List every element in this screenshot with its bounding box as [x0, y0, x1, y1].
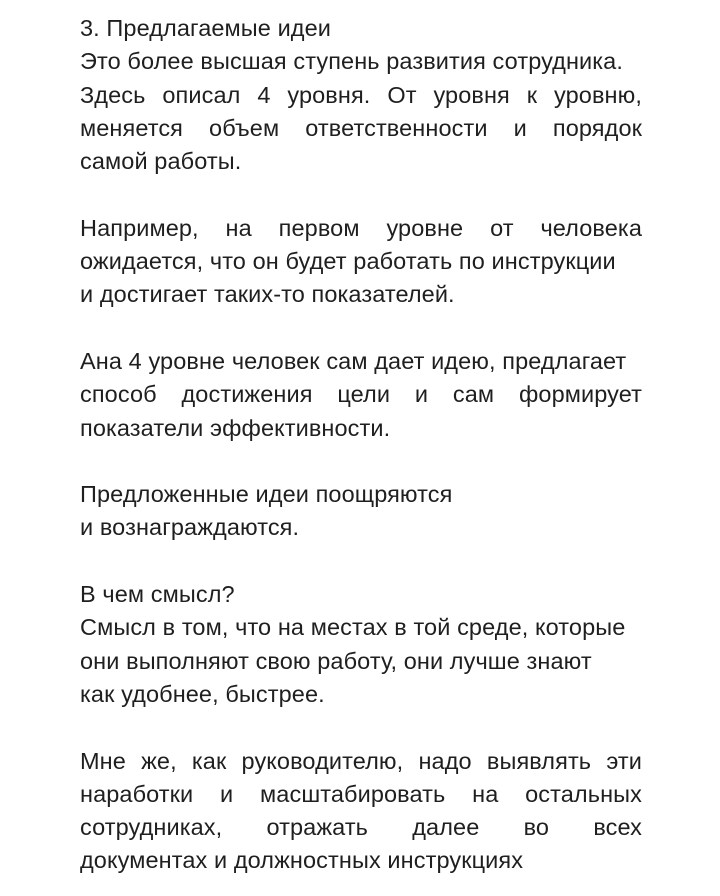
text-line: документах и должностных инструкциях [80, 847, 524, 874]
paragraph-rewards [80, 478, 642, 545]
paragraph-first-level [80, 212, 642, 312]
document-body [80, 12, 642, 878]
paragraph-meaning [80, 578, 642, 711]
text-line: способ достижения цели и сам формирует [80, 381, 642, 408]
text-line: как удобнее, быстрее. [80, 680, 325, 707]
text-line: и вознаграждаются. [80, 514, 300, 541]
text-line: ожидается, что он будет работать по инструкции [80, 248, 616, 275]
section-heading: 3. Предлагаемые идеи [80, 15, 332, 41]
text-line: Здесь описал 4 уровня. От уровня к уровню, [80, 81, 642, 108]
text-line: показатели эффективности. [80, 414, 391, 441]
paragraph-ideas-intro [80, 12, 642, 178]
text-line: и достигает таких-то показателей. [80, 281, 455, 308]
text-line: они выполняют свою работу, они лучше знают [80, 647, 592, 674]
text-line: сотрудниках, отражать далее во всех [80, 814, 642, 841]
text-line: меняется объем ответственности и порядок [80, 114, 642, 141]
text-line: наработки и масштабировать на остальных [80, 780, 642, 807]
text-line: Смысл в том, что на местах в той среде, которые [80, 614, 626, 641]
text-line: Это более высшая ступень развития сотрудника. [80, 48, 623, 75]
text-line: Например, на первом уровне от человека [80, 214, 642, 241]
text-line: самой работы. [80, 148, 242, 175]
text-line: В чем смысл? [80, 581, 235, 608]
paragraph-fourth-level [80, 345, 642, 445]
paragraph-manager-role [80, 745, 642, 878]
text-line: Мне же, как руководителю, надо выявлять эти [80, 747, 642, 774]
text-line: Предложенные идеи поощряются [80, 481, 453, 508]
text-line: Ана 4 уровне человек сам дает идею, предлагает [80, 347, 627, 374]
